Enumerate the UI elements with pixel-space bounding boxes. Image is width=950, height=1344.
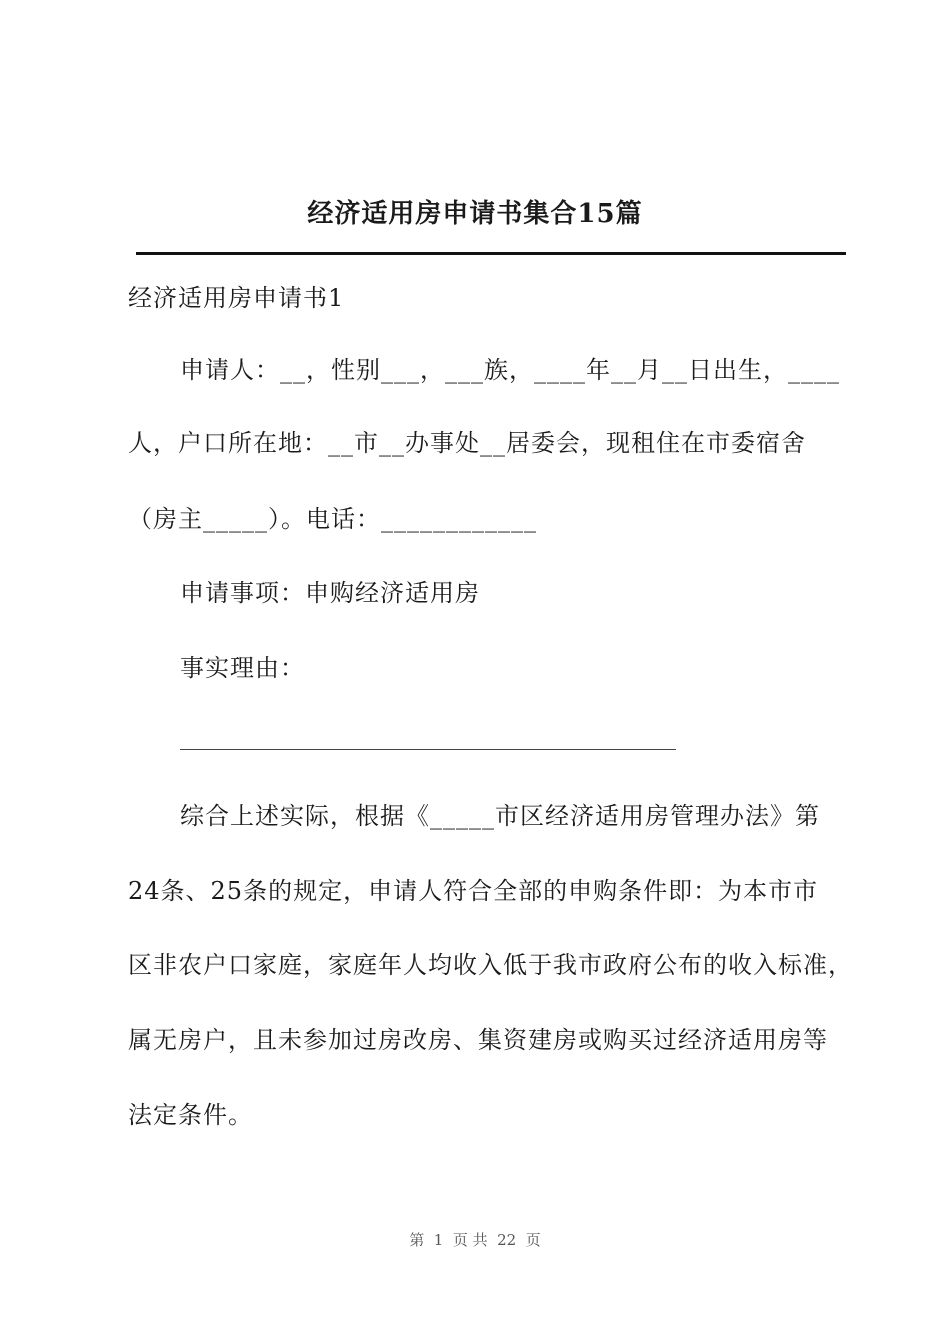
reason-blank-line: [180, 749, 676, 750]
application-item: 申请事项：申购经济适用房: [180, 579, 480, 607]
conclusion-line-4: 属无房户，且未参加过房改房、集资建房或购买过经济适用房等: [128, 1026, 828, 1054]
applicant-line-2: 人，户口所在地：__市__办事处__居委会，现租住在市委宿舍: [128, 429, 806, 457]
conclusion-line-2: 24条、25条的规定，申请人符合全部的申购条件即：为本市市: [128, 877, 819, 905]
reason-label: 事实理由：: [180, 654, 305, 682]
conclusion-line-5: 法定条件。: [128, 1101, 253, 1129]
conclusion-line-3: 区非农户口家庭，家庭年人均收入低于我市政府公布的收入标准，: [128, 951, 853, 979]
applicant-line-1: 申请人：__，性别___，___族，____年__月__日出生，____: [180, 356, 840, 384]
section-heading: 经济适用房申请书1: [128, 284, 345, 312]
title-divider: [136, 252, 846, 255]
conclusion-line-1: 综合上述实际，根据《_____市区经济适用房管理办法》第: [180, 802, 820, 830]
page-number: 第 1 页 共 22 页: [409, 1231, 541, 1249]
applicant-line-3: （房主_____）。电话：____________: [128, 505, 537, 533]
document-title: 经济适用房申请书集合15篇: [307, 199, 643, 229]
